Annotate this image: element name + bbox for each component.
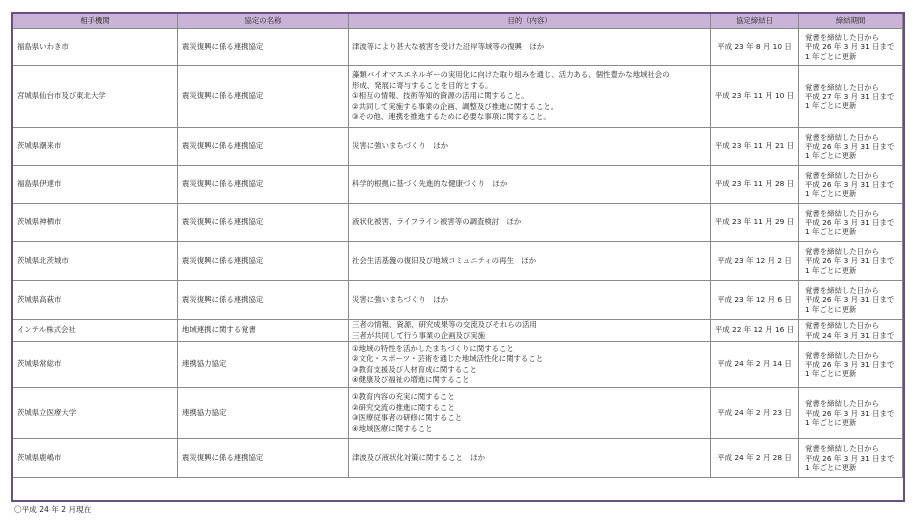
cell-partner: 宮城県仙台市及び東北大学: [13, 66, 178, 128]
purpose-line: ①相互の情報、技術等知的資源の活用に関すること。: [352, 91, 529, 101]
cell-partner: 茨城県北茨城市: [13, 242, 178, 281]
cell-date: 平成 23 年 12 月 2 日: [711, 242, 799, 281]
purpose-line: ①地域の特性を活かしたまちづくりに関すること: [352, 343, 514, 353]
cell-agreement-name: 震災復興に係る連携協定: [178, 128, 349, 166]
cell-partner: 福島県いわき市: [13, 29, 178, 66]
cell-purpose: [349, 281, 711, 320]
cell-purpose: [349, 66, 711, 128]
period-line: 平成 27 年 3 月 31 日まで: [805, 91, 895, 101]
table-row: [13, 204, 903, 242]
period-line: 平成 26 年 3 月 31 日まで: [805, 179, 895, 189]
purpose-line: ③医療従事者の研修に関すること: [352, 413, 463, 423]
table-row: [13, 320, 903, 342]
cell-date: 平成 24 年 2 月 28 日: [711, 439, 799, 478]
purpose-line: ④地域医療に関すること: [352, 423, 433, 433]
table-row: [13, 342, 903, 388]
purpose-line: ②文化・スポーツ・芸術を通じた地域活性化に関すること: [352, 354, 544, 364]
cell-purpose: [349, 342, 711, 388]
cell-partner: 茨城県常総市: [13, 342, 178, 388]
header-period: 締結期間: [799, 14, 903, 29]
purpose-line: 形成、発展に寄与することを目的とする。: [352, 80, 493, 90]
cell-period: [799, 439, 903, 478]
table-row: [13, 29, 903, 66]
cell-purpose: [349, 388, 711, 439]
table-body: [13, 29, 903, 478]
purpose-line: 災害に強いまちづくり ほか: [352, 141, 449, 151]
header-partner: 相手機関: [13, 14, 178, 29]
cell-purpose: [349, 166, 711, 204]
cell-agreement-name: 震災復興に係る連携協定: [178, 204, 349, 242]
purpose-line: 液状化被害、ライフライン被害等の調査検討 ほか: [352, 217, 522, 227]
period-line: 1 年ごとに更新: [805, 369, 857, 379]
period-line: 平成 26 年 3 月 31 日まで: [805, 217, 895, 227]
period-line: 1 年ごとに更新: [805, 417, 857, 427]
purpose-line: 三者の情報、資源、研究成果等の交流及びそれらの活用: [352, 320, 537, 329]
footnote: 〇平成 24 年 2 月現在: [14, 505, 92, 514]
period-line: 平成 26 年 3 月 31 日まで: [805, 408, 895, 418]
period-line: 1 年ごとに更新: [805, 462, 857, 472]
cell-agreement-name: 地域連携に関する覚書: [178, 320, 349, 342]
table-row: [13, 166, 903, 204]
cell-agreement-name: 震災復興に係る連携協定: [178, 66, 349, 128]
period-line: 1 年ごとに更新: [805, 151, 857, 161]
period-line: 1 年ごとに更新: [805, 304, 857, 314]
cell-partner: 茨城県神栖市: [13, 204, 178, 242]
period-line: 平成 24 年 3 月 31 日まで: [805, 330, 895, 340]
cell-period: [799, 66, 903, 128]
cell-agreement-name: 震災復興に係る連携協定: [178, 166, 349, 204]
cell-date: 平成 23 年 11 月 28 日: [711, 166, 799, 204]
cell-agreement-name: 震災復興に係る連携協定: [178, 29, 349, 66]
purpose-line: ③教育支援及び人材育成に関すること: [352, 364, 477, 374]
purpose-line: 三者が共同して行う事業の企画及び実施: [352, 330, 486, 340]
cell-partner: 福島県伊達市: [13, 166, 178, 204]
purpose-line: 藻類バイオマスエネルギーの実用化に向けた取り組みを通じ、活力ある、個性豊かな地域社会の: [352, 70, 670, 80]
cell-agreement-name: 震災復興に係る連携協定: [178, 439, 349, 478]
purpose-line: 津波及び液状化対策に関すること ほか: [352, 452, 486, 462]
table-row: [13, 128, 903, 166]
purpose-line: ②共同して実施する事業の企画、調整及び推進に関すること。: [352, 101, 559, 111]
period-line: 覚書を締結した日から: [805, 286, 879, 296]
table-header-row: [13, 14, 903, 29]
cell-period: [799, 320, 903, 342]
header-purpose: 目的（内容）: [349, 14, 711, 29]
cell-purpose: [349, 320, 711, 342]
table-row: [13, 439, 903, 478]
period-line: 1 年ごとに更新: [805, 227, 857, 237]
period-line: 平成 26 年 3 月 31 日まで: [805, 453, 895, 463]
period-line: 平成 26 年 3 月 31 日まで: [805, 256, 895, 266]
purpose-line: ③その他、連携を推進するために必要な事項に関すること。: [352, 112, 551, 122]
cell-period: [799, 342, 903, 388]
header-date: 協定締結日: [711, 14, 799, 29]
cell-agreement-name: 連携協力協定: [178, 388, 349, 439]
cell-date: 平成 23 年 12 月 6 日: [711, 281, 799, 320]
purpose-line: ①教育内容の充実に関すること: [352, 392, 455, 401]
table-row: [13, 388, 903, 439]
table-row: [13, 242, 903, 281]
period-line: 覚書を締結した日から: [805, 350, 879, 360]
cell-date: 平成 22 年 12 月 16 日: [711, 320, 799, 342]
cell-partner: 茨城県潮来市: [13, 128, 178, 166]
cell-purpose: [349, 439, 711, 478]
period-line: 平成 26 年 3 月 31 日まで: [805, 360, 895, 370]
agreements-table: [12, 13, 903, 478]
header-agreement-name: 協定の名称: [178, 14, 349, 29]
cell-agreement-name: 連携協力協定: [178, 342, 349, 388]
cell-purpose: [349, 29, 711, 66]
period-line: 覚書を締結した日から: [805, 321, 879, 331]
cell-period: [799, 128, 903, 166]
cell-date: 平成 24 年 2 月 23 日: [711, 388, 799, 439]
cell-date: 平成 24 年 2 月 14 日: [711, 342, 799, 388]
period-line: 1 年ごとに更新: [805, 51, 857, 61]
cell-period: [799, 204, 903, 242]
period-line: 覚書を締結した日から: [805, 33, 879, 43]
cell-agreement-name: 震災復興に係る連携協定: [178, 281, 349, 320]
purpose-line: ②研究交流の推進に関すること: [352, 402, 455, 412]
period-line: 覚書を締結した日から: [805, 208, 879, 218]
cell-date: 平成 23 年 8 月 10 日: [711, 29, 799, 66]
purpose-line: ④健康及び福祉の増進に関すること: [352, 375, 470, 385]
period-line: 覚書を締結した日から: [805, 170, 879, 180]
cell-purpose: [349, 242, 711, 281]
period-line: 覚書を締結した日から: [805, 399, 879, 409]
cell-purpose: [349, 204, 711, 242]
cell-period: [799, 166, 903, 204]
cell-partner: 茨城県高萩市: [13, 281, 178, 320]
period-line: 覚書を締結した日から: [805, 82, 879, 92]
cell-agreement-name: 震災復興に係る連携協定: [178, 242, 349, 281]
cell-period: [799, 281, 903, 320]
period-line: 覚書を締結した日から: [805, 444, 879, 454]
period-line: 1 年ごとに更新: [805, 189, 857, 199]
cell-purpose: [349, 128, 711, 166]
purpose-line: 災害に強いまちづくり ほか: [352, 294, 449, 304]
purpose-line: 社会生活基盤の復旧及び地域コミュニティの再生 ほか: [352, 255, 537, 265]
cell-partner: 茨城県鹿嶋市: [13, 439, 178, 478]
cell-period: [799, 242, 903, 281]
purpose-line: 科学的根拠に基づく先進的な健康づくり ほか: [352, 179, 508, 189]
cell-date: 平成 23 年 11 月 10 日: [711, 66, 799, 128]
cell-date: 平成 23 年 11 月 21 日: [711, 128, 799, 166]
period-line: 1 年ごとに更新: [805, 101, 857, 111]
period-line: 平成 26 年 3 月 31 日まで: [805, 141, 895, 151]
period-line: 1 年ごとに更新: [805, 265, 857, 275]
period-line: 平成 26 年 3 月 31 日まで: [805, 295, 895, 305]
cell-date: 平成 23 年 11 月 29 日: [711, 204, 799, 242]
cell-partner: インテル株式会社: [13, 320, 178, 342]
cell-period: [799, 29, 903, 66]
table-row: [13, 66, 903, 128]
cell-period: [799, 388, 903, 439]
purpose-line: 津波等により甚大な被害を受けた沿岸等域等の復興 ほか: [352, 41, 545, 51]
period-line: 覚書を締結した日から: [805, 132, 879, 142]
period-line: 覚書を締結した日から: [805, 247, 879, 257]
cell-partner: 茨城県立医療大学: [13, 388, 178, 439]
table-row: [13, 281, 903, 320]
period-line: 平成 26 年 3 月 31 日まで: [805, 42, 895, 52]
